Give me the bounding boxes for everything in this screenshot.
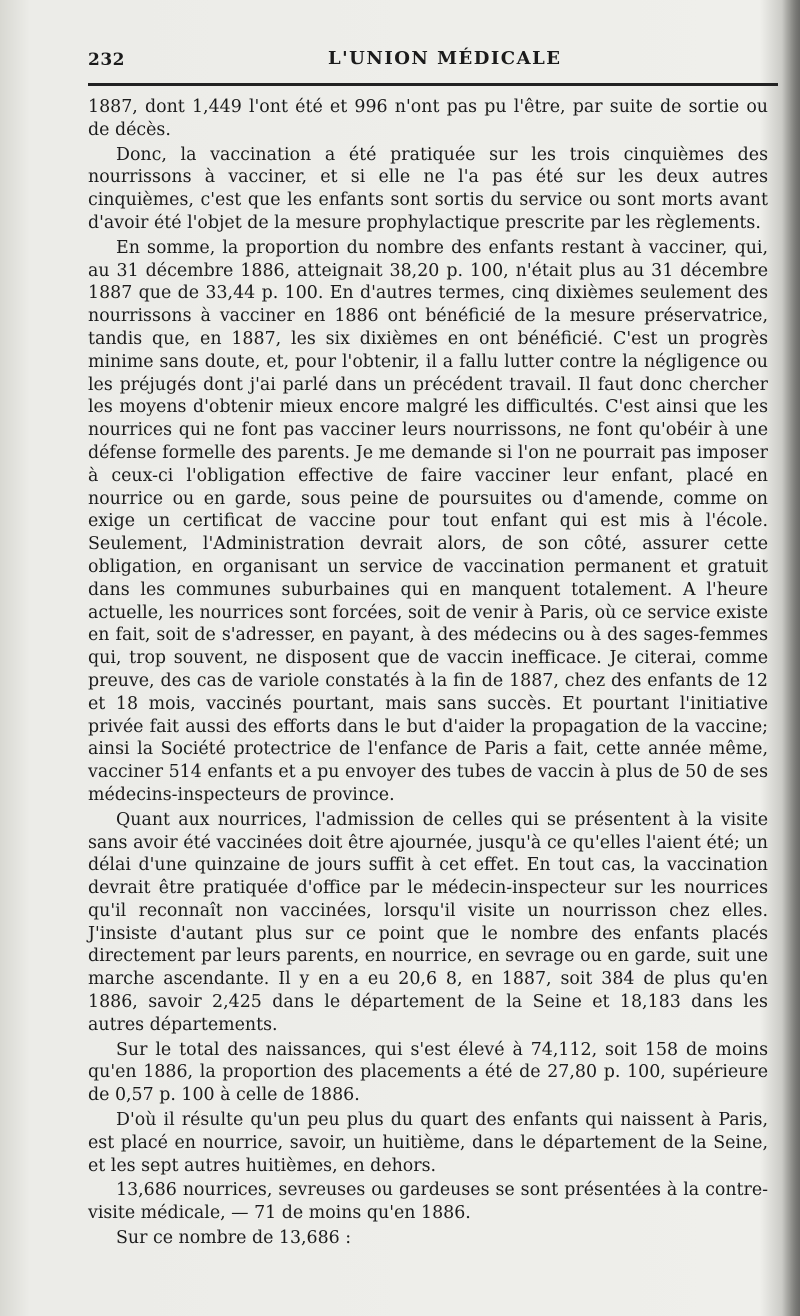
paragraph: 13,686 nourrices, sevreuses ou gardeuses se sont présentées à la contre-visite médicale, — 71 de moins qu'en 1886. [88,1180,768,1224]
paragraph: Sur ce nombre de 13,686 : [116,1228,352,1249]
body-text [88,96,768,1250]
page-edge-shadow [782,0,800,1316]
header-rule [88,83,778,86]
journal-title: L'UNION MÉDICALE [328,48,562,69]
paragraph: D'où il résulte qu'un peu plus du quart des enfants qui naissent à Paris, est placé en nourrice, savoir, un huitième, dans le département de la Seine, et les sept autres huitièmes, en dehors. [88,1110,768,1176]
paragraph: En somme, la proportion du nombre des enfants restant à vacciner, qui, au 31 décembre 1886, atteignait 38,20 p. 100, n'était plus au 31 décembre 1887 que de 33,44 p. 100. En d'autres termes, cinq dixièmes seulement des nourrissons à vacciner en 1886 ont bénéficié de la mesure préservatrice, tandis que, en 1887, les six dixièmes en ont bénéficié. C'est un progrès minime sans doute, et, pour l'obtenir, il a fallu lutter contre la négligence ou les préjugés dont j'ai parlé dans un précédent travail. Il faut donc chercher les moyens d'obtenir mieux encore malgré les difficultés. C'est ainsi que les nourrices qui ne font pas vacciner leurs nourrissons, ne font qu'obéir à une défense formelle des parents. Je me demande si l'on ne pourrait pas imposer à ceux-ci l'obligation effective de faire vacciner leur enfant, placé en nourrice ou en garde, sous peine de poursuites ou d'amende, comme on exige un certificat de vaccine pour tout enfant qui est mis à l'école. Seulement, l'Administration devrait alors, de son côté, assurer cette obligation, en organisant un service de vaccination permanent et gratuit dans les communes suburbaines qui en manquent totalement. A l'heure actuelle, les nourrices sont forcées, soit de venir à Paris, où ce service existe en fait, soit de s'adresser, en payant, à des médecins ou à des sages-femmes qui, trop souvent, ne disposent que de vaccin inefficace. Je citerai, comme preuve, des cas de variole constatés à la fin de 1887, chez des enfants de 12 et 18 mois, vaccinés pourtant, mais sans succès. Et pourtant l'initiative privée fait aussi des efforts dans le but d'aider la propagation de la vaccine; ainsi la Société protectrice de l'enfance de Paris a fait, cette année même, vacciner 514 enfants et a pu envoyer des tubes de vaccin à plus de 50 de ses médecins-inspecteurs de province. [88,237,768,805]
paragraph: Sur le total des naissances, qui s'est élevé à 74,112, soit 158 de moins qu'en 1886, la proportion des placements a été de 27,80 p. 100, supérieure de 0,57 p. 100 à celle de 1886. [88,1039,768,1106]
paragraph: Quant aux nourrices, l'admission de celles qui se présentent à la visite sans avoir été vaccinées doit être ajournée, jusqu'à ce qu'elles l'aient été; un délai d'une quinzaine de jours suffit à cet effet. En tout cas, la vaccination devrait être pratiquée d'office par le médecin-inspecteur sur les nourrices qu'il reconnaît non vaccinées, lorsqu'il visite un nourrisson chez elles. J'insiste d'autant plus sur ce point que le nombre des enfants placés directement par leurs parents, en nourrice, en sevrage ou en garde, suit une marche ascendante. Il y en a eu 20,6 8, en 1887, soit 384 de plus qu'en 1886, savoir 2,425 dans le département de la Seine et 18,183 dans les autres départements. [88,809,768,1035]
paragraph: Donc, la vaccination a été pratiquée sur les trois cinquièmes des nourrissons à vacciner, et si elle ne l'a pas été sur les deux autres cinquièmes, c'est que les enfants sont sortis du service ou sont morts avant d'avoir été l'objet de la mesure prophylactique prescrite par les règlements. [88,144,768,233]
running-header [88,48,768,84]
paragraph-continuation: 1887, dont 1,449 l'ont été et 996 n'ont pas pu l'être, par suite de sortie ou de décès. [88,97,768,140]
page-number: 232 [88,50,125,70]
